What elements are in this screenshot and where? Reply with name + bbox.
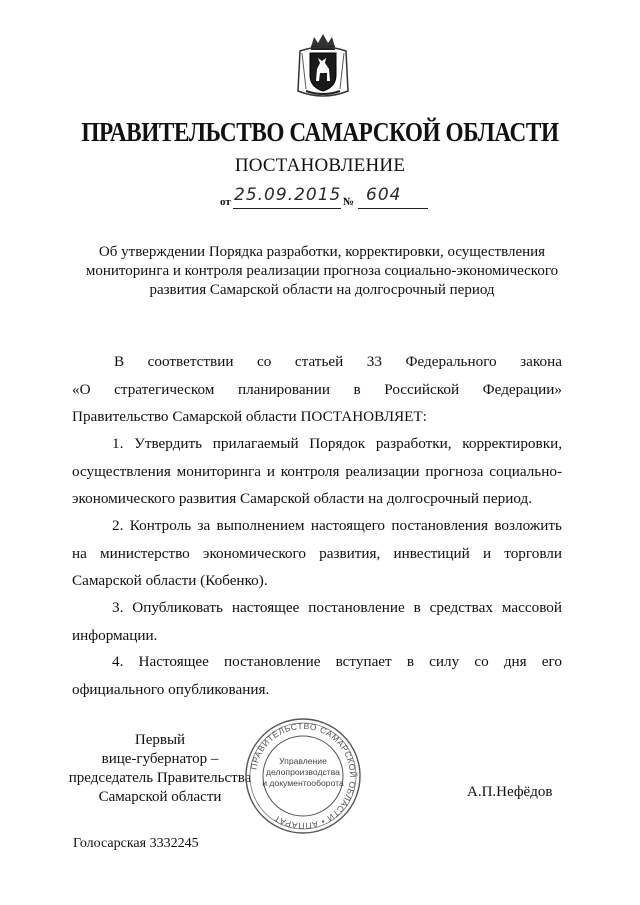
executor-contact: Голосарская 3332245 [73, 836, 199, 851]
signatory-name: А.П.Нефёдов [467, 784, 553, 800]
preamble [72, 348, 562, 431]
stamp-inner-text [262, 756, 344, 789]
signatory-role-line: Самарской области [98, 789, 222, 805]
date-value: 25.09.2015 [234, 185, 342, 205]
item-1: 1. Утвердить прилагаемый Порядок разработки, корректировки, осуществления мониторинга и контроля реализации прогноза социально-экономического развития Самарской области на долгосрочный период. [72, 435, 562, 508]
signatory-role-line: вице-губернатор – [101, 751, 219, 767]
samara-coat-of-arms-icon [296, 31, 350, 99]
stamp-inner-line: делопроизводства [266, 767, 340, 777]
subject-line: мониторинга и контроля реализации прогноза социально-экономического [85, 263, 559, 279]
date-number-line [220, 185, 430, 212]
signatory-position [60, 731, 260, 807]
date-label: от [220, 196, 231, 208]
preamble-line: «О стратегическом планировании в Российской Федерации» [72, 380, 562, 398]
item-2: 2. Контроль за выполнением настоящего постановления возложить на министерство экономического развития, инвестиций и торговли Самарской области (Кобенко). [72, 517, 562, 590]
subject-line: Об утверждении Порядка разработки, корректировки, осуществления [98, 244, 546, 260]
item-3: 3. Опубликовать настоящее постановление в средствах массовой информации. [72, 599, 562, 644]
preamble-line: В соответствии со статьей 33 Федерального закона [114, 353, 562, 370]
item-4: 4. Настоящее постановление вступает в силу со дня его официального опубликования. [72, 653, 562, 698]
date-underline [233, 208, 341, 209]
stamp-inner-line: Управление [279, 756, 327, 766]
document-subject [72, 243, 572, 300]
signatory-role-line: председатель Правительства [68, 770, 252, 786]
number-label: № [343, 196, 355, 208]
preamble-line: Правительство Самарской области ПОСТАНОВЛЯЕТ: [72, 408, 427, 426]
stamp-inner-line: и документооборота [262, 778, 344, 788]
document-type: ПОСТАНОВЛЕНИЕ [234, 155, 406, 176]
signatory-role-line: Первый [134, 732, 186, 748]
number-value: 604 [366, 185, 402, 205]
stamp-ring-text: ПРАВИТЕЛЬСТВО САМАРСКОЙ ОБЛАСТИ • АППАРАТ [248, 720, 359, 832]
organization-title: ПРАВИТЕЛЬСТВО САМАРСКОЙ ОБЛАСТИ [81, 117, 559, 147]
number-underline [358, 208, 428, 209]
subject-line: развития Самарской области на долгосрочный период [149, 282, 495, 298]
